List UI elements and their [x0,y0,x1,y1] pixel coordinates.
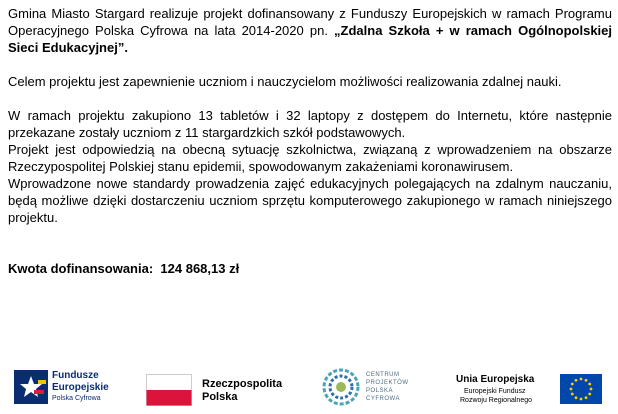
rp-line1: Rzeczpospolita [202,378,283,390]
ue-line3: Rozwoju Regionalnego [460,397,532,404]
rp-line2: Polska [202,391,238,403]
fe-line1: Fundusze [52,370,99,381]
logos-bar [0,360,618,414]
unia-europejska-logo [452,364,604,410]
cpp-line4: CYFROWA [366,396,400,402]
ue-line2: Europejski Fundusz [464,388,526,395]
cpp-line2: PROJEKTÓW [366,380,409,386]
ue-line1: Unia Europejska [456,374,535,385]
standards-paragraph: Wprowadzone nowe standardy prowadzenia zajęć edukacyjnych polegających na zdalnym nauczaniu, będą możliwe dzięki dostarczeniu uczniom sprzętu komputerowego zakupionego w ramach niniejszego projektu. [8,176,612,225]
cpp-circle-icon [322,368,360,406]
fundusze-europejskie-star-icon [14,370,48,404]
funding-label: Kwota dofinansowania: [8,261,154,276]
purchase-paragraph: W ramach projektu zakupiono 13 tabletów i 32 laptopy z dostępem do Internetu, które następnie przekazane zostały uczniom z 11 stargardzkich szkół podstawowych. [8,108,612,140]
polish-flag-icon [146,374,192,406]
funding-amount: 124 868,13 zł [160,261,240,276]
document-body [8,5,612,277]
fe-line3: Polska Cyfrowa [52,395,101,402]
cpp-line1: CENTRUM [366,372,400,378]
rzeczpospolita-polska-logo [146,364,286,410]
intro-paragraph [8,5,612,56]
goal-paragraph: Celem projektu jest zapewnienie uczniom i nauczycielom możliwości realizowania zdalnej nauki. [8,74,562,89]
cpp-logo [322,364,422,410]
fe-line2: Europejskie [52,382,109,393]
eu-flag-icon [560,374,602,404]
intro-text: Gmina Miasto Stargard realizuje projekt dofinansowany z Funduszy Europejskich w ramach Programu Operacyjnego Polska Cyfrowa na lata 2014-2020 pn. [8,6,612,38]
funding-line [8,260,612,277]
project-name: „Zdalna Szkoła + w ramach Ogólnopolskiej Sieci Edukacyjnej”. [8,23,612,55]
fundusze-europejskie-logo [14,364,124,410]
cpp-line3: POLSKA [366,388,394,394]
response-paragraph: Projekt jest odpowiedzią na obecną sytuację szkolnictwa, związaną z wprowadzeniem na obszarze Rzeczypospolitej Polskiej stanu epidemii, spowodowanym zakażeniami koronawirusem. [8,142,612,174]
